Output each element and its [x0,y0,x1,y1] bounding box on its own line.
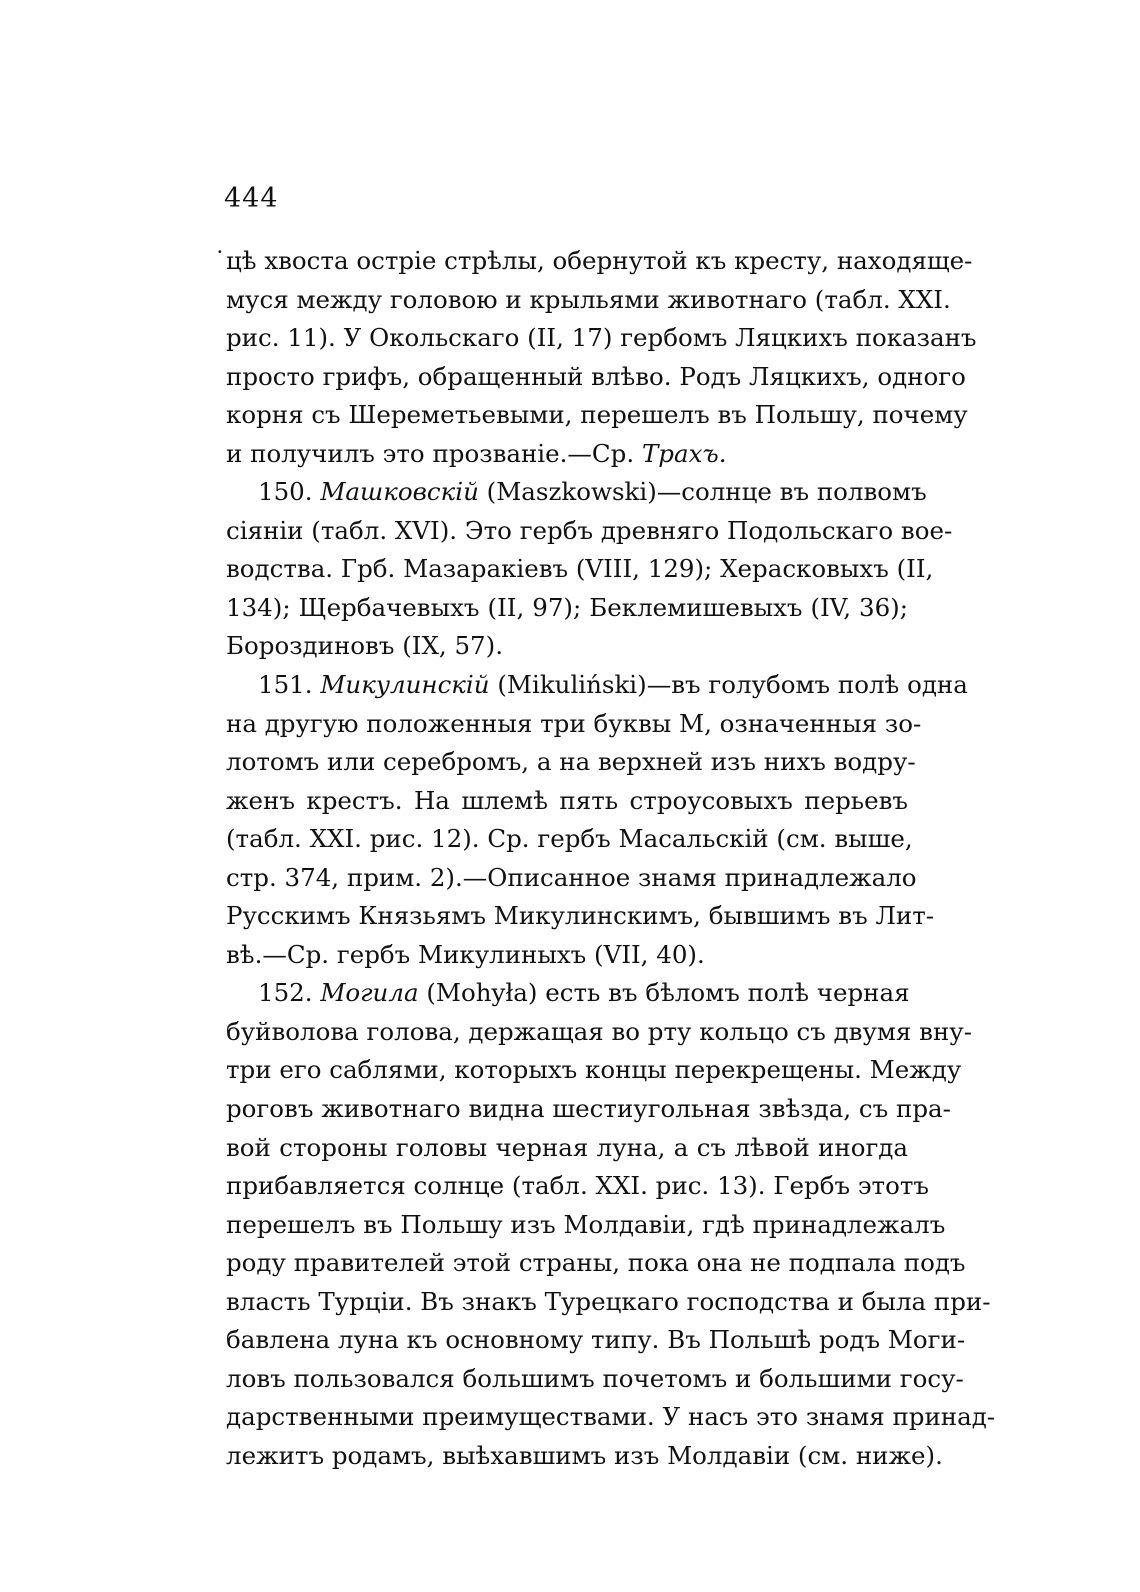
text-line: лотомъ или серебромъ, а на верхней изъ нихъ водру- [226,747,916,777]
text-line: ̇цѣ хвоста остріе стрѣлы, обернутой къ кресту, находяще- [226,246,973,275]
text-line: ловъ пользовался большимъ почетомъ и большими госу- [226,1363,964,1393]
page-number: 444 [224,183,279,214]
line-text: (Maszkowski)—солнце въ полвомъ [478,477,927,507]
text-line: рис. 11). У Окольскаго (II, 17) гербомъ Ляцкихъ показанъ [226,323,977,353]
text-line: вой стороны головы черная луна, а съ лѣвой иногда [226,1132,908,1162]
text-line: муся между головою и крыльями животнаго (табл. XXI. [226,284,951,314]
entry-number: 150. [258,477,321,507]
text-line: прибавляется солнце (табл. XXI. рис. 13). Гербъ этотъ [226,1171,929,1201]
text-line: три его саблями, которыхъ концы перекрещены. Между [226,1055,962,1085]
text-line: Бороздиновъ (IX, 57). [226,631,503,661]
entry-number: 151. [258,670,321,700]
text-line: роду правителей этой страны, пока она не подпала подъ [226,1248,966,1278]
text-line: дарственными преимуществами. У насъ это знамя принад- [226,1402,996,1432]
text-line: перешелъ въ Польшу изъ Молдавіи, гдѣ принадлежалъ [226,1209,946,1239]
entry-title: Микулинскій [320,670,490,700]
text-line: на другую положенныя три буквы М, означенныя зо- [226,708,922,738]
entry-heading-line [226,473,927,512]
text-line [226,435,908,474]
text-line: вѣ.—Ср. гербъ Микулиныхъ (VII, 40). [226,939,705,969]
body-text [226,242,996,1476]
text-line: власть Турціи. Въ знакъ Турецкаго господства и была при- [226,1286,991,1316]
entry-title: Машковскій [320,477,479,507]
entry-number: 152. [258,978,321,1008]
cross-reference: Трахъ. [641,438,727,468]
text-line: роговъ животнаго видна шестиугольная звѣзда, съ пра- [226,1094,951,1124]
entry-heading-line [226,666,968,705]
entry-heading-line [226,974,908,1013]
text-line: просто грифъ, обращенный влѣво. Родъ Ляцкихъ, одного [226,361,966,391]
text-line: буйволова голова, держащая во рту кольцо съ двумя вну- [226,1016,972,1046]
text-line: корня съ Шереметьевыми, перешелъ въ Польшу, почему [226,400,968,430]
entry-title: Могила [320,978,419,1008]
text-line: лежитъ родамъ, выѣхавшимъ изъ Молдавіи (см. ниже). [226,1440,943,1470]
text-line: (табл. XXI. рис. 12). Ср. гербъ Масальскій (см. выше, [226,824,913,854]
text-line: водства. Грб. Мазаракіевъ (VIII, 129); Херасковыхъ (II, [226,554,934,584]
line-text: и получилъ это прозваніе.—Ср. [226,438,642,468]
text-line: сіяніи (табл. XVI). Это гербъ древняго Подольскаго вое- [226,515,953,545]
text-line: Русскимъ Князьямъ Микулинскимъ, бывшимъ въ Лит- [226,901,935,931]
line-text: (Mohyła) есть въ бѣломъ полѣ черная [418,978,910,1008]
text-line: 134); Щербачевыхъ (II, 97); Беклемишевыхъ (IV, 36); [226,592,908,622]
line-text: (Mikuliński)—въ голубомъ полѣ одна [489,670,968,700]
text-line: бавлена луна къ основному типу. Въ Польшѣ родъ Моги- [226,1325,966,1355]
text-line: стр. 374, прим. 2).—Описанное знамя принадлежало [226,862,917,892]
text-line: женъ крестъ. На шлемѣ пять строусовыхъ перьевъ [226,785,908,815]
